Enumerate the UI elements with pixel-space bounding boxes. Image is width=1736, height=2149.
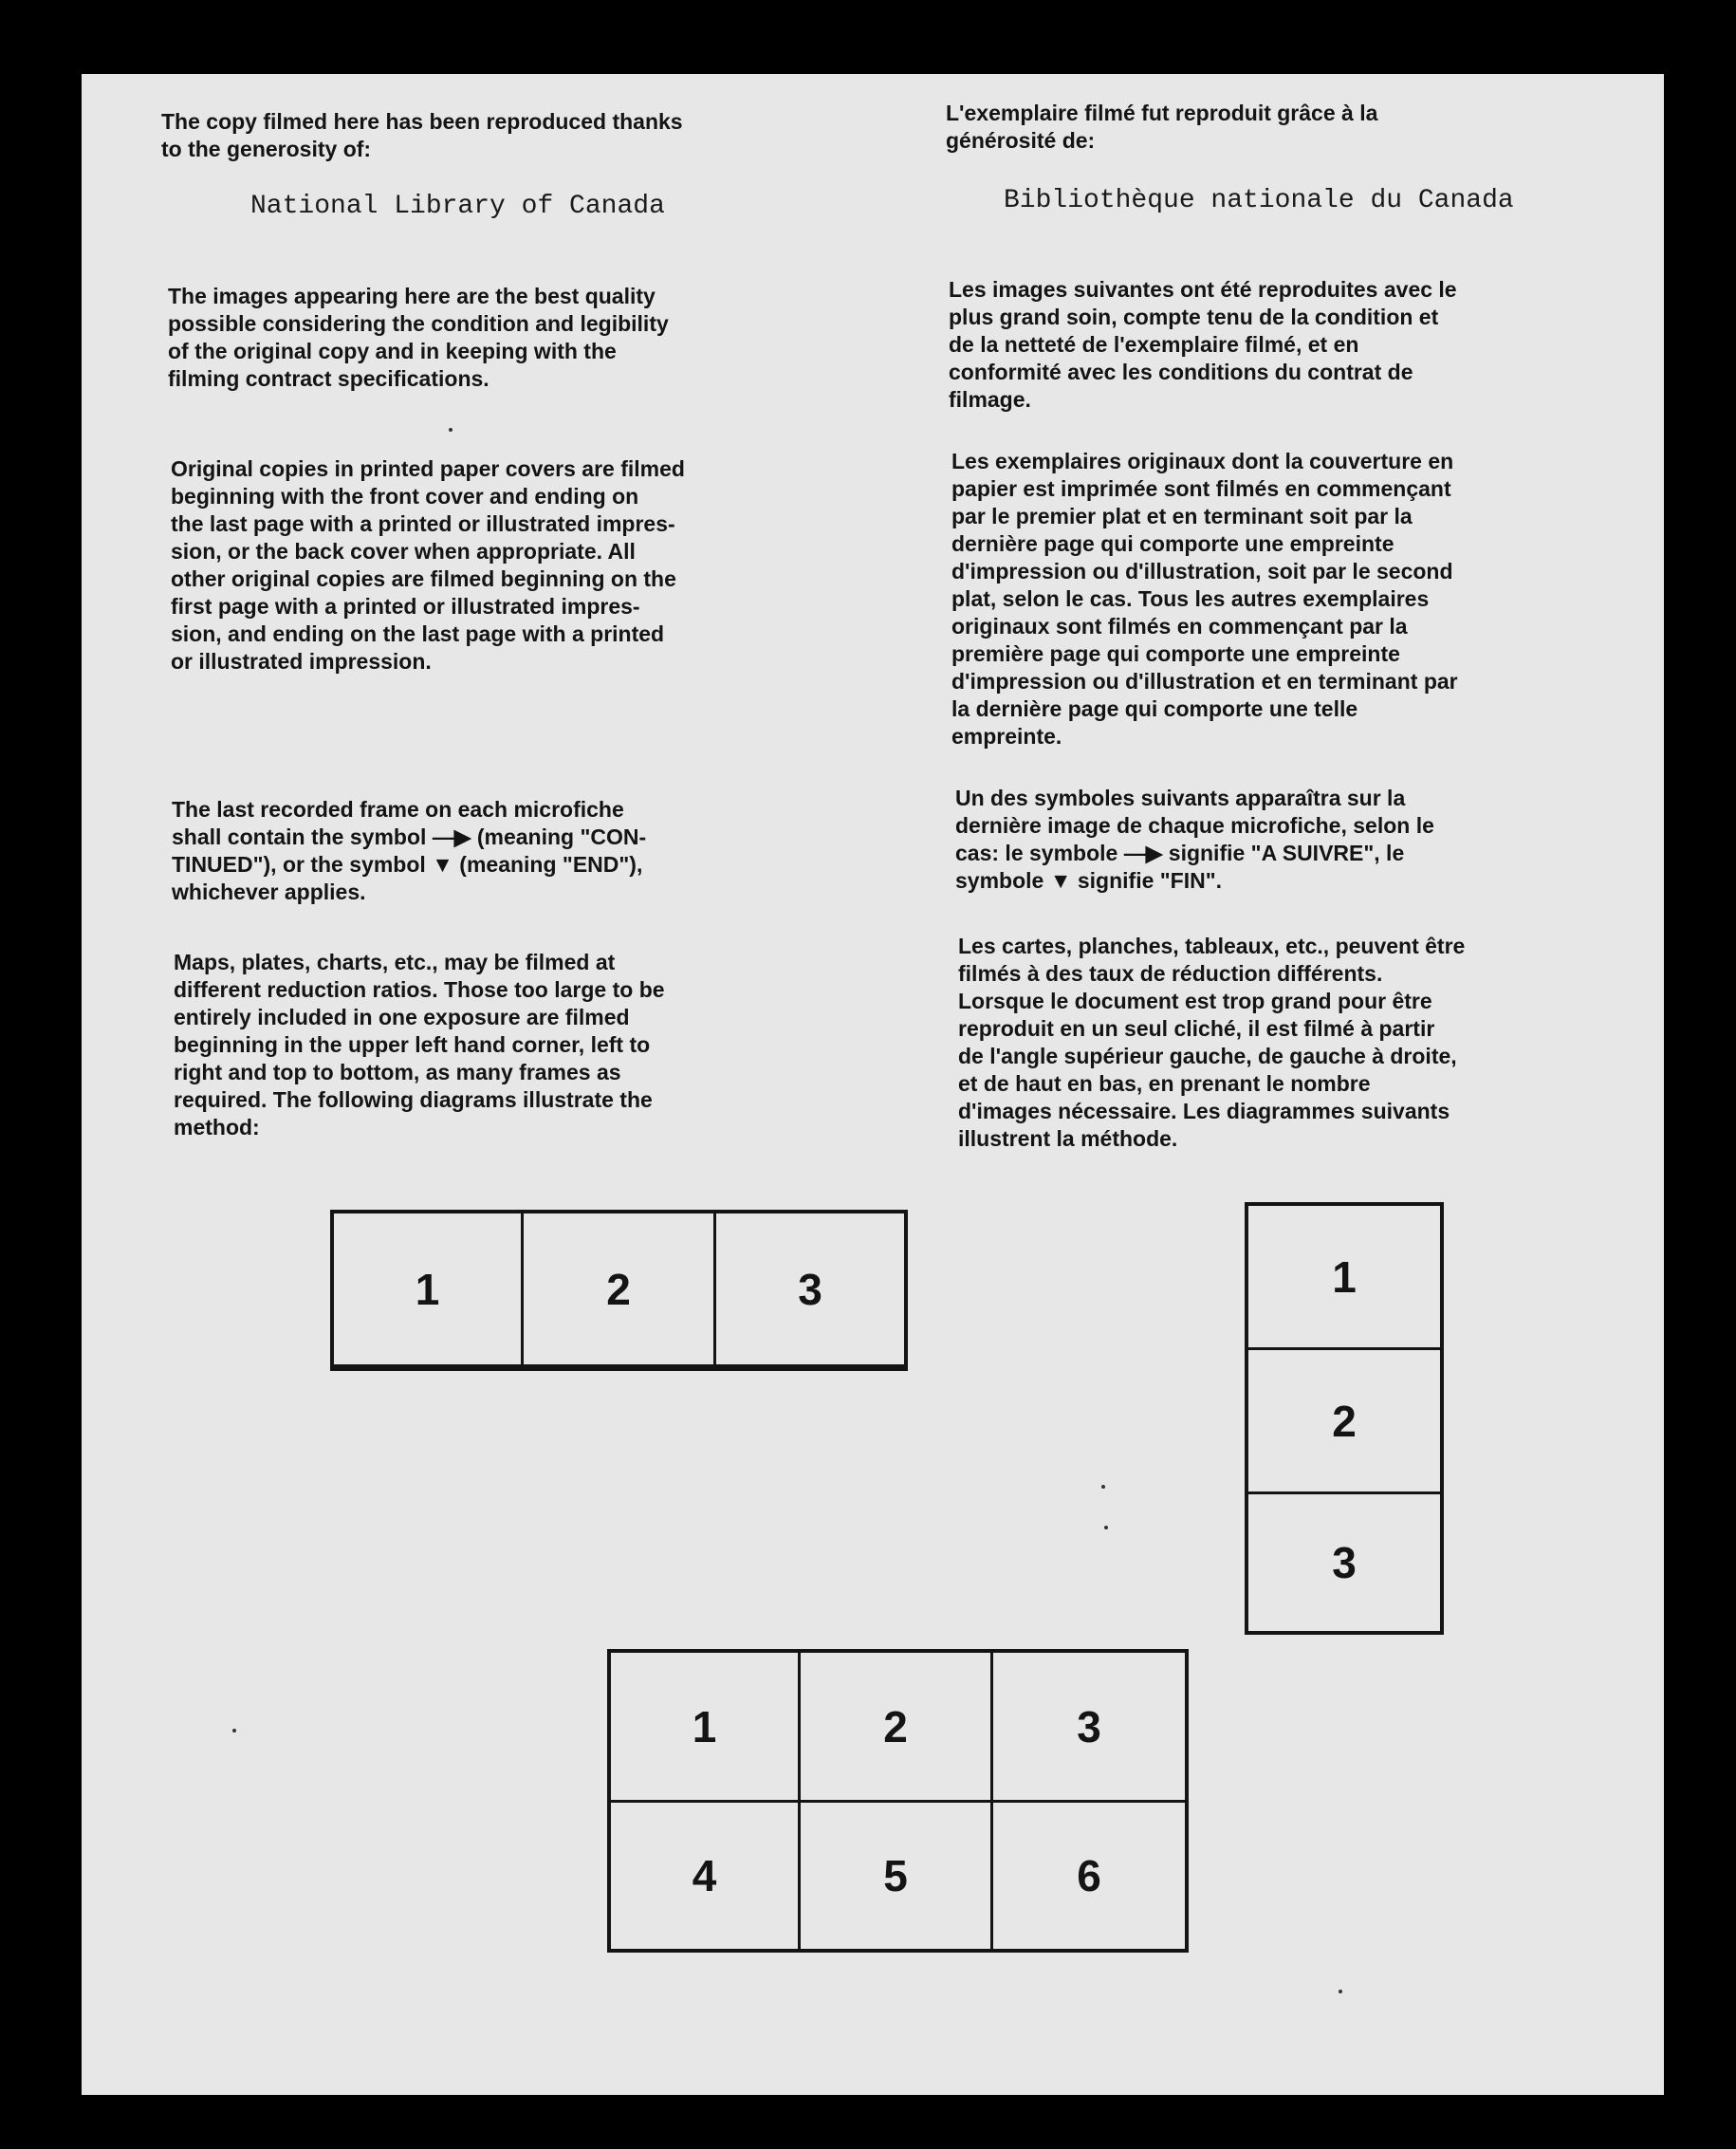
text-line: filming contract specifications.: [168, 366, 489, 391]
text-line: générosité de:: [946, 128, 1096, 153]
frame-cell: 3: [716, 1213, 904, 1367]
text-line: L'exemplaire filmé fut reproduit grâce à la: [946, 101, 1378, 125]
text-line: required. The following diagrams illustrate the: [174, 1087, 653, 1112]
text-line: papier est imprimée sont filmés en commençant: [951, 476, 1451, 501]
frame-cell: 1: [334, 1213, 524, 1367]
frame-cell: 6: [1077, 1851, 1101, 1900]
text-line: empreinte.: [951, 724, 1062, 749]
text-line: first page with a printed or illustrated impres-: [171, 594, 640, 619]
text-line: to the generosity of:: [161, 137, 372, 161]
text-line: Maps, plates, charts, etc., may be filmed at: [174, 950, 616, 974]
text-line: sion, or the back cover when appropriate. All: [171, 539, 636, 564]
text-line: de la netteté de l'exemplaire filmé, et en: [949, 332, 1359, 357]
fr-institution: Bibliothèque nationale du Canada: [1004, 186, 1514, 215]
text-line: reproduit en un seul cliché, il est filmé à partir: [958, 1016, 1435, 1041]
text-line: The copy filmed here has been reproduced thanks: [161, 109, 683, 134]
fr-quality-paragraph: [949, 276, 1457, 414]
text-line: TINUED"), or the symbol ▼ (meaning "END"),: [172, 852, 643, 877]
text-line: dernière image de chaque microfiche, selon le: [955, 813, 1434, 838]
text-line: Les images suivantes ont été reproduites avec le: [949, 277, 1457, 302]
frame-cell: 1: [1248, 1206, 1440, 1350]
text-line: Lorsque le document est trop grand pour être: [958, 989, 1432, 1013]
en-symbols-paragraph: [172, 796, 646, 906]
frame-cell: 2: [524, 1213, 716, 1367]
scan-speck: [1104, 1526, 1108, 1529]
text-line: Un des symboles suivants apparaîtra sur la: [955, 786, 1406, 810]
text-line: possible considering the condition and legibility: [168, 311, 669, 336]
text-line: première page qui comporte une empreinte: [951, 641, 1400, 666]
scan-speck: [449, 428, 452, 432]
text-line: entirely included in one exposure are filmed: [174, 1005, 630, 1029]
text-line: method:: [174, 1115, 260, 1139]
text-line: d'impression ou d'illustration et en terminant par: [951, 669, 1458, 694]
text-line: illustrent la méthode.: [958, 1126, 1178, 1151]
fr-credit-intro: [946, 100, 1377, 155]
en-maps-paragraph: [174, 949, 665, 1141]
scan-speck: [232, 1729, 236, 1732]
text-line: symbole ▼ signifie "FIN".: [955, 868, 1223, 893]
en-quality-paragraph: [168, 283, 669, 393]
frame-cell: 5: [801, 1803, 993, 1949]
text-line: the last page with a printed or illustrated impres-: [171, 511, 675, 536]
text-line: d'impression ou d'illustration, soit par le second: [951, 559, 1453, 584]
scan-speck: [1339, 1990, 1342, 1993]
frame-cell: 3: [993, 1653, 1185, 1803]
text-line: The last recorded frame on each microfiche: [172, 797, 624, 822]
text-line: Original copies in printed paper covers are filmed: [171, 456, 685, 481]
text-line: right and top to bottom, as many frames as: [174, 1060, 621, 1084]
text-line: la dernière page qui comporte une telle: [951, 696, 1358, 721]
text-line: The images appearing here are the best quality: [168, 284, 656, 308]
en-institution: National Library of Canada: [250, 192, 665, 221]
en-originals-paragraph: [171, 455, 685, 676]
en-credit-intro: [161, 108, 683, 163]
text-line: dernière page qui comporte une empreinte: [951, 531, 1394, 556]
diagram-grid-frames: [607, 1649, 1189, 1953]
text-line: conformité avec les conditions du contrat de: [949, 360, 1413, 384]
text-line: plus grand soin, compte tenu de la condition et: [949, 305, 1439, 329]
text-line: other original copies are filmed beginning on the: [171, 566, 676, 591]
diagram-horizontal-frames: [330, 1210, 908, 1371]
text-line: beginning in the upper left hand corner, left to: [174, 1032, 651, 1057]
text-line: de l'angle supérieur gauche, de gauche à droite,: [958, 1044, 1457, 1068]
fr-maps-paragraph: [958, 933, 1465, 1153]
text-line: par le premier plat et en terminant soit par la: [951, 504, 1413, 528]
frame-cell: 4: [611, 1803, 801, 1949]
text-line: Les exemplaires originaux dont la couverture en: [951, 449, 1454, 473]
text-line: cas: le symbole —▶ signifie "A SUIVRE", le: [955, 841, 1405, 865]
fr-originals-paragraph: [951, 448, 1458, 750]
frame-cell: 2: [1248, 1350, 1440, 1494]
frame-cell: 1: [611, 1653, 801, 1803]
text-line: plat, selon le cas. Tous les autres exemplaires: [951, 586, 1430, 611]
text-line: originaux sont filmés en commençant par la: [951, 614, 1408, 639]
text-line: filmage.: [949, 387, 1031, 412]
diagram-vertical-frames: [1245, 1202, 1444, 1635]
text-line: shall contain the symbol —▶ (meaning "CON-: [172, 824, 647, 849]
text-line: d'images nécessaire. Les diagrammes suivants: [958, 1099, 1450, 1123]
text-line: different reduction ratios. Those too large to be: [174, 977, 665, 1002]
text-line: filmés à des taux de réduction différents.: [958, 961, 1383, 986]
text-line: Les cartes, planches, tableaux, etc., peuvent être: [958, 934, 1466, 958]
frame-cell: 2: [801, 1653, 993, 1803]
text-line: beginning with the front cover and ending on: [171, 484, 639, 509]
frame-cell: 3: [1332, 1538, 1357, 1587]
fr-symbols-paragraph: [955, 785, 1434, 895]
text-line: sion, and ending on the last page with a printed: [171, 621, 665, 646]
text-line: of the original copy and in keeping with the: [168, 339, 617, 363]
text-line: et de haut en bas, en prenant le nombre: [958, 1071, 1371, 1096]
text-line: or illustrated impression.: [171, 649, 432, 674]
scan-speck: [1101, 1485, 1105, 1489]
text-line: whichever applies.: [172, 880, 366, 904]
